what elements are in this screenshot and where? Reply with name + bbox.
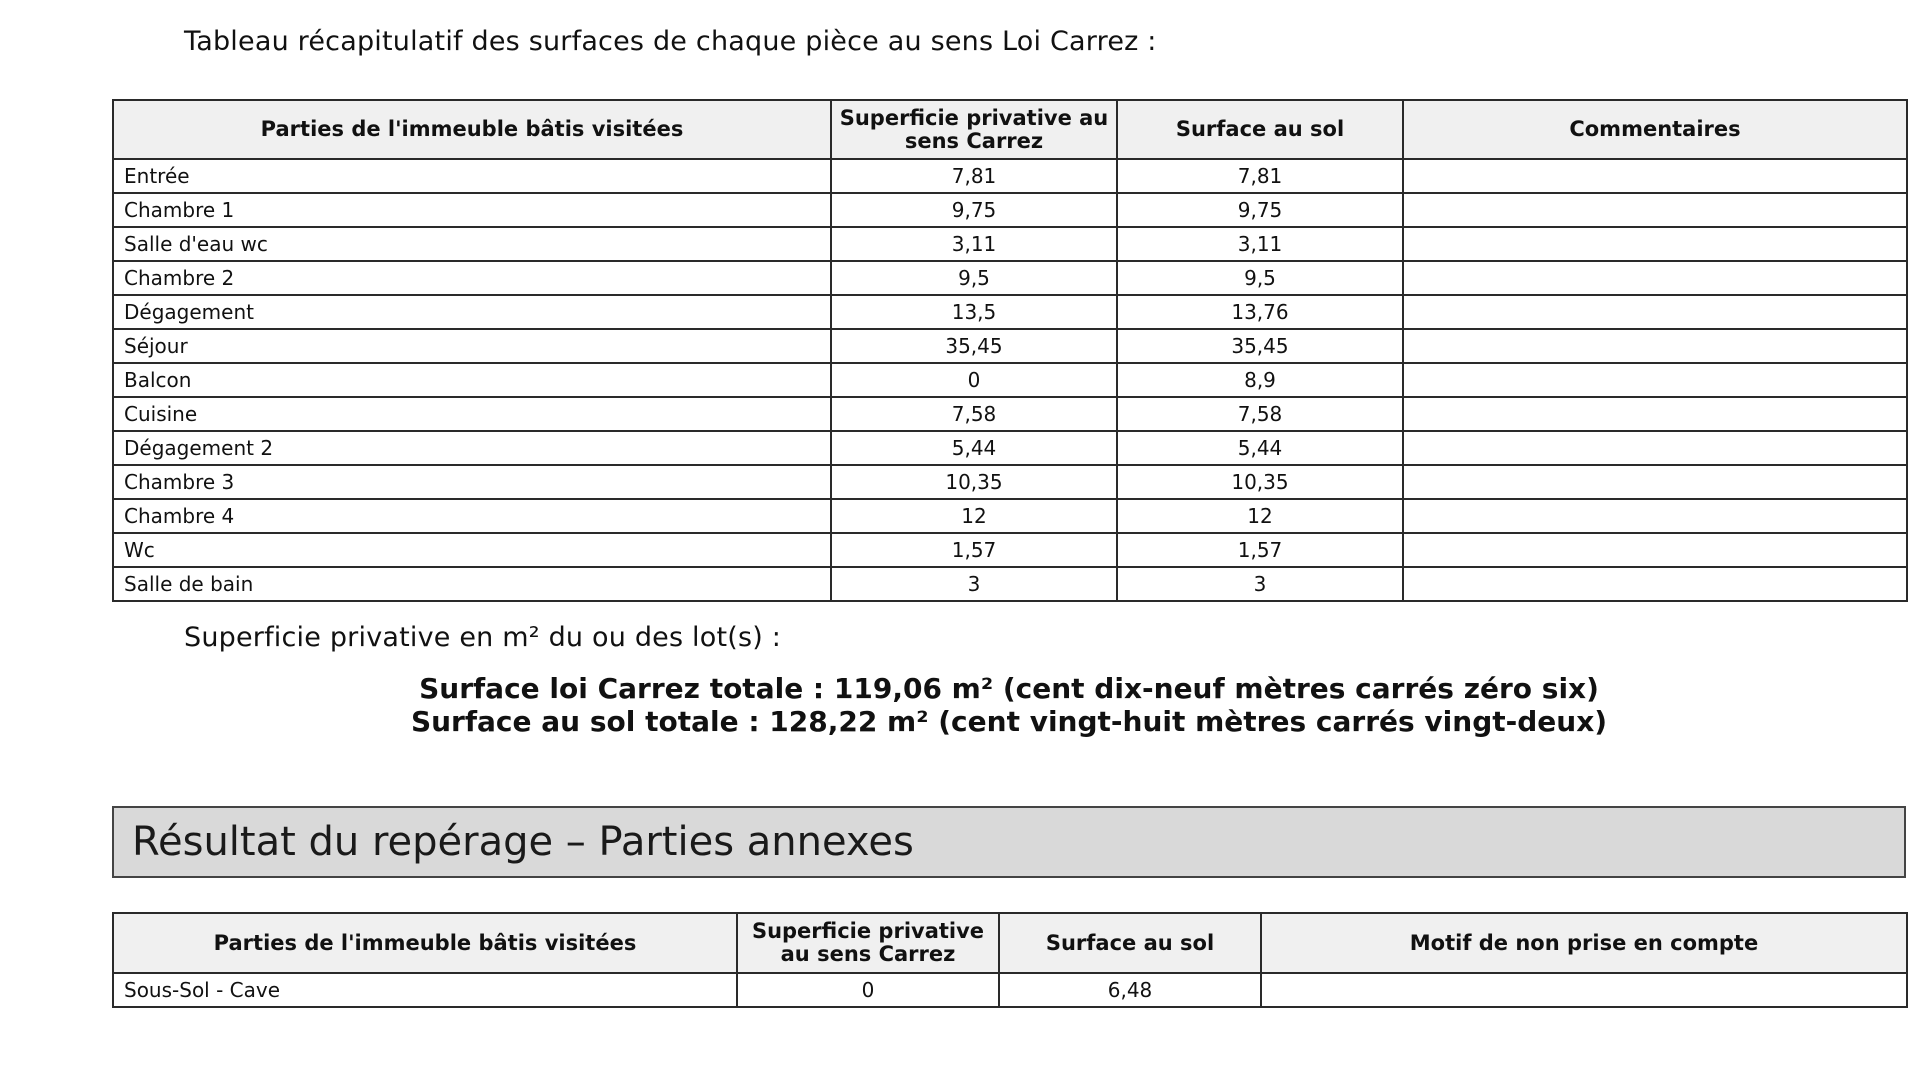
header-parties: Parties de l'immeuble bâtis visitées (113, 100, 831, 159)
table-cell-sol: 7,58 (1117, 397, 1403, 431)
table-row (113, 227, 1907, 261)
table-cell-commentaire (1403, 465, 1907, 499)
annex-table (112, 912, 1908, 1008)
total-carrez: Surface loi Carrez totale : 119,06 m² (cent dix-neuf mètres carrés zéro six) (419, 672, 1599, 705)
table-cell-piece: Séjour (113, 329, 831, 363)
table-row (113, 397, 1907, 431)
table-row (113, 329, 1907, 363)
annex-header-sol: Surface au sol (999, 913, 1261, 973)
table-row (113, 499, 1907, 533)
table-cell-piece: Chambre 3 (113, 465, 831, 499)
table-cell-motif (1261, 973, 1907, 1007)
table-cell-sol: 3,11 (1117, 227, 1403, 261)
table-cell-carrez: 3,11 (831, 227, 1117, 261)
table-cell-carrez: 9,75 (831, 193, 1117, 227)
table-cell-commentaire (1403, 193, 1907, 227)
table-row (113, 533, 1907, 567)
table-row (113, 363, 1907, 397)
table-cell-piece: Cuisine (113, 397, 831, 431)
table-cell-commentaire (1403, 227, 1907, 261)
table-cell-commentaire (1403, 329, 1907, 363)
table-cell-sol: 5,44 (1117, 431, 1403, 465)
table-cell-sol: 13,76 (1117, 295, 1403, 329)
annex-table-row (113, 973, 1907, 1007)
annex-table-body (113, 973, 1907, 1007)
table-cell-piece: Salle d'eau wc (113, 227, 831, 261)
table-row (113, 431, 1907, 465)
annex-header-parties: Parties de l'immeuble bâtis visitées (113, 913, 737, 973)
annex-header-carrez: Superficie privative au sens Carrez (737, 913, 999, 973)
table-cell-piece: Salle de bain (113, 567, 831, 601)
surface-summary-table (112, 99, 1908, 602)
table-cell-carrez: 0 (737, 973, 999, 1007)
table-cell-sol: 1,57 (1117, 533, 1403, 567)
section-title-annexes: Résultat du repérage – Parties annexes (112, 806, 1906, 878)
table-cell-commentaire (1403, 363, 1907, 397)
table-cell-piece: Dégagement 2 (113, 431, 831, 465)
table-cell-piece: Chambre 4 (113, 499, 831, 533)
table-cell-commentaire (1403, 499, 1907, 533)
table-cell-piece: Wc (113, 533, 831, 567)
table-cell-commentaire (1403, 261, 1907, 295)
table-cell-commentaire (1403, 567, 1907, 601)
total-sol: Surface au sol totale : 128,22 m² (cent vingt-huit mètres carrés vingt-deux) (410, 705, 1608, 738)
table-row (113, 261, 1907, 295)
table-body (113, 159, 1907, 601)
intro-text: Tableau récapitulatif des surfaces de chaque pièce au sens Loi Carrez : (184, 26, 1157, 57)
table-cell-commentaire (1403, 159, 1907, 193)
table-cell-carrez: 12 (831, 499, 1117, 533)
table-cell-piece: Dégagement (113, 295, 831, 329)
table-cell-carrez: 1,57 (831, 533, 1117, 567)
table-cell-piece: Balcon (113, 363, 831, 397)
table-cell-piece: Chambre 1 (113, 193, 831, 227)
table-cell-carrez: 35,45 (831, 329, 1117, 363)
table-cell-sol: 9,5 (1117, 261, 1403, 295)
header-carrez: Superficie privative au sens Carrez (831, 100, 1117, 159)
table-cell-piece: Chambre 2 (113, 261, 831, 295)
table-cell-sol: 6,48 (999, 973, 1261, 1007)
table-row (113, 193, 1907, 227)
table-cell-carrez: 5,44 (831, 431, 1117, 465)
header-sol: Surface au sol (1117, 100, 1403, 159)
table-cell-carrez: 13,5 (831, 295, 1117, 329)
table-header-row (113, 100, 1907, 159)
table-cell-piece: Sous-Sol - Cave (113, 973, 737, 1007)
table-cell-sol: 12 (1117, 499, 1403, 533)
table-cell-sol: 3 (1117, 567, 1403, 601)
table-cell-commentaire (1403, 295, 1907, 329)
table-row (113, 567, 1907, 601)
table-cell-carrez: 7,81 (831, 159, 1117, 193)
table-cell-piece: Entrée (113, 159, 831, 193)
table-cell-sol: 35,45 (1117, 329, 1403, 363)
table-row (113, 159, 1907, 193)
header-commentaires: Commentaires (1403, 100, 1907, 159)
annex-header-row (113, 913, 1907, 973)
table-row (113, 295, 1907, 329)
totals-block (112, 672, 1906, 738)
table-cell-commentaire (1403, 431, 1907, 465)
table-cell-sol: 9,75 (1117, 193, 1403, 227)
table-cell-carrez: 0 (831, 363, 1117, 397)
table-cell-carrez: 3 (831, 567, 1117, 601)
privative-area-label: Superficie privative en m² du ou des lot(s) : (184, 622, 782, 653)
table-cell-carrez: 9,5 (831, 261, 1117, 295)
table-row (113, 465, 1907, 499)
table-cell-sol: 7,81 (1117, 159, 1403, 193)
table-cell-carrez: 10,35 (831, 465, 1117, 499)
table-cell-commentaire (1403, 533, 1907, 567)
table-cell-commentaire (1403, 397, 1907, 431)
annex-header-motif: Motif de non prise en compte (1261, 913, 1907, 973)
table-cell-sol: 8,9 (1117, 363, 1403, 397)
table-cell-sol: 10,35 (1117, 465, 1403, 499)
table-cell-carrez: 7,58 (831, 397, 1117, 431)
